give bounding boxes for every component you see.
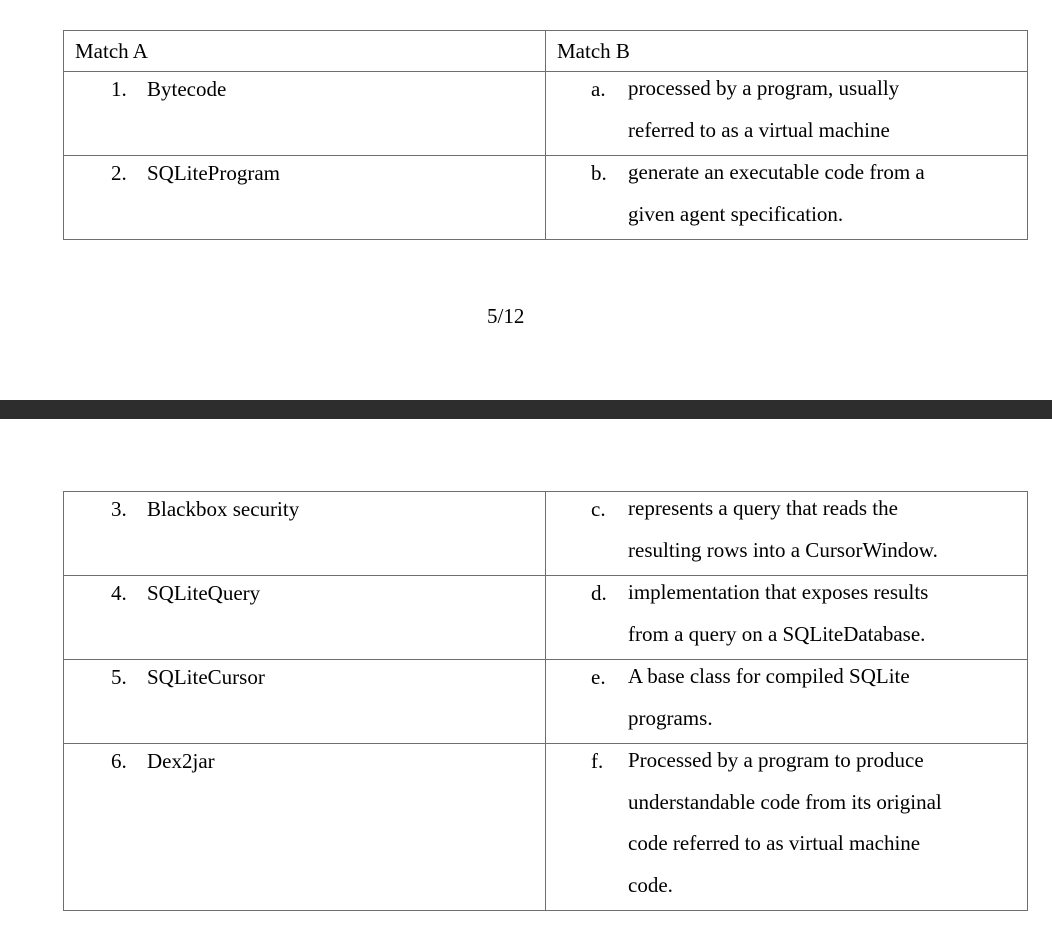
item-definition <box>628 738 1027 906</box>
item-number: 3. <box>111 497 127 521</box>
item-letter: c. <box>591 497 606 521</box>
item-definition <box>628 486 1027 571</box>
item-letter: f. <box>591 749 604 773</box>
match-a-cell <box>64 156 546 240</box>
item-definition <box>628 654 1027 739</box>
match-b-cell <box>546 660 1028 744</box>
item-term: Blackbox security <box>147 497 300 521</box>
matching-table-bottom <box>63 491 1028 911</box>
match-b-cell <box>546 492 1028 576</box>
item-definition <box>628 150 1027 235</box>
header-match-b: Match B <box>546 31 1028 72</box>
item-term: Dex2jar <box>147 749 215 773</box>
item-letter: a. <box>591 77 606 101</box>
definition-line: code referred to as virtual machine <box>628 831 921 855</box>
definition-line: processed by a program, usually <box>628 76 900 100</box>
item-number: 1. <box>111 77 127 101</box>
item-term: SQLiteQuery <box>147 581 261 605</box>
match-b-cell <box>546 72 1028 156</box>
item-number: 6. <box>111 749 127 773</box>
item-definition <box>628 570 1027 655</box>
table-row <box>64 660 1028 744</box>
item-letter: b. <box>591 161 607 185</box>
definition-line: Processed by a program to produce <box>628 748 924 772</box>
item-number: 4. <box>111 581 127 605</box>
item-term: SQLiteProgram <box>147 161 280 185</box>
definition-line: understandable code from its original <box>628 789 942 814</box>
table-row <box>64 492 1028 576</box>
page-number: 5/12 <box>487 304 525 328</box>
page-separator <box>0 400 1052 419</box>
definition-line: A base class for compiled SQLite <box>628 664 910 688</box>
match-a-cell <box>64 492 546 576</box>
match-b-cell <box>546 744 1028 911</box>
table-row <box>64 156 1028 240</box>
item-term: SQLiteCursor <box>147 665 265 689</box>
definition-line: implementation that exposes results <box>628 580 929 604</box>
definition-line: code. <box>628 872 673 897</box>
item-number: 2. <box>111 161 127 185</box>
item-definition <box>628 66 1027 151</box>
definition-line: represents a query that reads the <box>628 496 898 520</box>
definition-line: from a query on a SQLiteDatabase. <box>628 621 926 646</box>
match-b-cell <box>546 576 1028 660</box>
item-letter: e. <box>591 665 606 689</box>
match-a-cell <box>64 72 546 156</box>
item-number: 5. <box>111 665 127 689</box>
item-letter: d. <box>591 581 607 605</box>
definition-line: given agent specification. <box>628 201 844 226</box>
definition-line: referred to as a virtual machine <box>628 117 890 142</box>
match-a-cell <box>64 660 546 744</box>
match-a-cell <box>64 744 546 911</box>
match-a-cell <box>64 576 546 660</box>
definition-line: resulting rows into a CursorWindow. <box>628 537 938 562</box>
match-b-cell <box>546 156 1028 240</box>
table-row <box>64 744 1028 911</box>
definition-line: generate an executable code from a <box>628 160 925 184</box>
table-row <box>64 576 1028 660</box>
table-row <box>64 72 1028 156</box>
definition-line: programs. <box>628 705 713 730</box>
header-match-a: Match A <box>64 31 546 72</box>
matching-table-top <box>63 30 1028 240</box>
item-term: Bytecode <box>147 77 227 101</box>
